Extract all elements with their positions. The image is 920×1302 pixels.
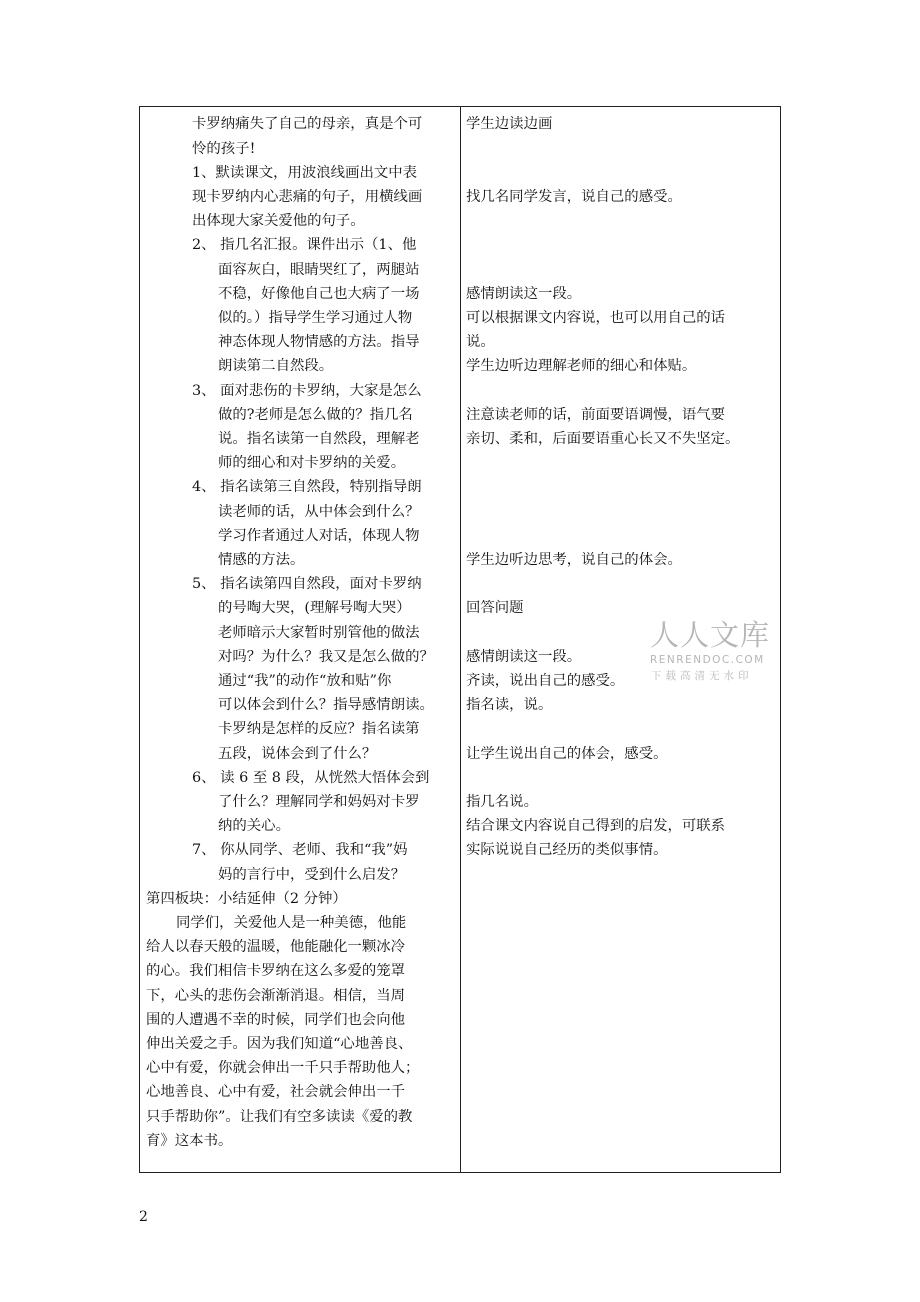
left-line: 7、 你从同学、老师、我和“我”妈: [192, 842, 408, 858]
left-line: 妈的言行中，受到什么启发？: [218, 867, 406, 883]
right-line: 学生边听边理解老师的细心和体贴。: [466, 358, 697, 374]
left-line: 学习作者通过人对话，体现人物: [218, 528, 420, 544]
right-line: 结合课文内容说自己得到的启发，可联系: [466, 818, 726, 834]
left-line: 围的人遭遇不幸的时候，同学们也会向他: [146, 1012, 406, 1028]
left-line: 同学们，关爱他人是一种美德，他能: [176, 915, 407, 931]
right-line: 注意读老师的话，前面要语调慢，语气要: [466, 407, 726, 423]
left-line: 神态体现人物情感的方法。指导: [218, 334, 420, 350]
watermark-tagline: 下载高清无水印: [651, 670, 753, 682]
left-line: 老师暗示大家暂时别管他的做法: [218, 625, 420, 641]
right-line: 让学生说出自己的体会，感受。: [466, 746, 668, 762]
left-line: 面容灰白，眼睛哭红了，两腿站: [218, 262, 420, 278]
right-line: 找几名同学发言，说自己的感受。: [466, 189, 682, 205]
left-line: 伸出关爱之手。因为我们知道“心地善良、: [146, 1036, 413, 1052]
left-line: 对吗？为什么？我又是怎么做的？: [218, 649, 434, 665]
left-line: 说。指名读第一自然段，理解老: [218, 431, 420, 447]
left-line: 通过“我”的动作“放和贴”你: [218, 673, 392, 689]
left-line: 不稳，好像他自己也大病了一场: [218, 286, 420, 302]
left-line: 情感的方法。: [218, 552, 305, 568]
left-line: 下，心头的悲伤会渐渐消退。相信，当周: [146, 988, 406, 1004]
section-heading: 第四板块：小结延伸（2 分钟）: [146, 891, 347, 907]
right-line: 回答问题: [466, 600, 524, 616]
left-line: 给人以春天般的温暖，他能融化一颗冰冷: [146, 939, 406, 955]
column-divider: [460, 107, 461, 1172]
left-line: 心中有爱，你就会伸出一千只手帮助他人；: [146, 1060, 420, 1076]
left-line: 5、 指名读第四自然段，面对卡罗纳: [192, 576, 422, 592]
right-line: 感情朗读这一段。: [466, 649, 582, 665]
left-line: 读老师的话，从中体会到什么？: [218, 504, 420, 520]
right-line: 齐读，说出自己的感受。: [466, 673, 625, 689]
right-line: 学生边听边思考，说自己的体会。: [466, 552, 682, 568]
right-line: 说。: [466, 334, 495, 350]
left-line: 3、 面对悲伤的卡罗纳，大家是怎么: [192, 383, 422, 399]
left-line: 2、 指几名汇报。课件出示（1、他: [192, 237, 417, 253]
left-line: 只手帮助你”。让我们有空多读读《爱的教: [146, 1109, 413, 1125]
right-line: 指名读，说。: [466, 697, 553, 713]
left-line: 做的?老师是怎么做的？指几名: [218, 407, 413, 423]
left-line: 心地善良、心中有爱，社会就会伸出一千: [146, 1084, 406, 1100]
left-line: 师的细心和对卡罗纳的关爱。: [218, 455, 406, 471]
left-line: 的号啕大哭，(理解号啕大哭）: [218, 600, 411, 616]
right-line: 学生边读边画: [466, 116, 553, 132]
right-line: 亲切、柔和，后面要语重心长又不失坚定。: [466, 431, 740, 447]
right-line: 实际说说自己经历的类似事情。: [466, 842, 668, 858]
right-line: 可以根据课文内容说，也可以用自己的话: [466, 310, 726, 326]
left-line: 可以体会到什么？指导感情朗读。: [218, 697, 434, 713]
left-line: 怜的孩子!: [192, 141, 256, 157]
left-line: 的心。我们相信卡罗纳在这么多爱的笼罩: [146, 963, 406, 979]
left-line: 6、 读 6 至 8 段，从恍然大悟体会到: [192, 770, 430, 786]
left-line: 育》这本书。: [146, 1133, 233, 1149]
left-line: 了什么？理解同学和妈妈对卡罗: [218, 794, 420, 810]
left-line: 朗读第二自然段。: [218, 358, 334, 374]
left-line: 4、 指名读第三自然段，特别指导朗: [192, 479, 422, 495]
left-line: 现卡罗纳内心悲痛的句子，用横线画: [192, 189, 423, 205]
left-line: 纳的关心。: [218, 818, 290, 834]
left-line: 五段，说体会到了什么？: [218, 746, 377, 762]
left-line: 卡罗纳是怎样的反应？指名读第: [218, 721, 420, 737]
left-line: 1、默读课文，用波浪线画出文中表: [192, 165, 418, 181]
right-line: 指几名说。: [466, 794, 538, 810]
left-line: 似的。）指导学生学习通过人物: [218, 310, 413, 326]
left-line: 卡罗纳痛失了自己的母亲，真是个可: [192, 116, 423, 132]
page-number: 2: [139, 1209, 148, 1225]
right-line: 感情朗读这一段。: [466, 286, 582, 302]
watermark-logo-cn: 人人文库: [650, 618, 771, 652]
left-line: 出体现大家关爱他的句子。: [192, 213, 365, 229]
watermark-logo-en: RENRENDOC.COM: [650, 654, 765, 666]
